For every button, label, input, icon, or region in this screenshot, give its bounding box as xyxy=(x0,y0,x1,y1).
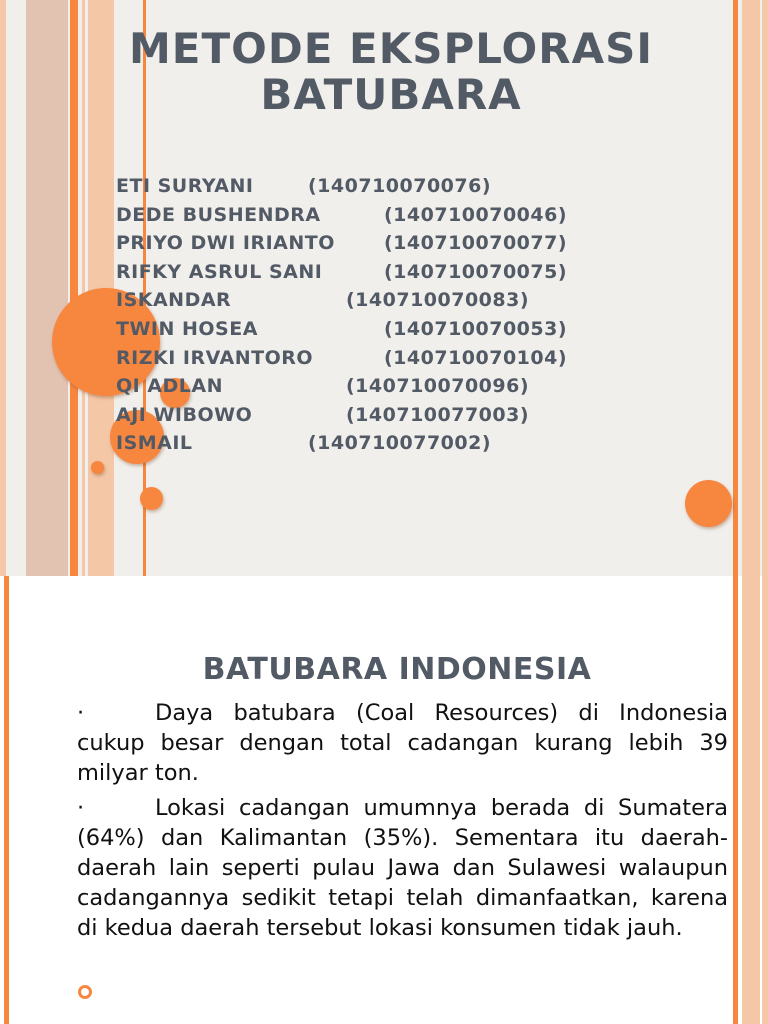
decor-stripe xyxy=(70,0,78,576)
member-row xyxy=(116,286,636,315)
member-row xyxy=(116,344,636,373)
decor-circle xyxy=(685,480,732,527)
bullet-paragraph xyxy=(77,698,728,788)
member-nim: (140710070104) xyxy=(384,346,568,369)
bullet-paragraph xyxy=(77,793,728,943)
member-list xyxy=(116,172,636,458)
bullet-icon: · xyxy=(77,700,85,726)
member-row xyxy=(116,315,636,344)
paragraph-text: Daya batubara (Coal Resources) di Indonesia cukup besar dengan total cadangan kurang lebih 39 milyar ton. xyxy=(77,700,728,786)
member-row xyxy=(116,172,636,201)
member-nim: (140710070053) xyxy=(384,317,568,340)
decor-stripe xyxy=(26,0,68,576)
member-row xyxy=(116,401,636,430)
member-nim: (140710070077) xyxy=(384,232,568,255)
decor-stripe xyxy=(762,576,768,1024)
member-nim: (140710070083) xyxy=(346,289,530,312)
member-name: ETI SURYANI xyxy=(116,175,254,197)
member-name: DEDE BUSHENDRA xyxy=(116,203,321,226)
content-slide xyxy=(0,576,768,1024)
decor-stripe xyxy=(82,0,85,576)
member-nim: (140710070075) xyxy=(384,260,568,283)
member-nim: (140710077002) xyxy=(308,432,492,455)
decor-stripe xyxy=(733,0,738,576)
member-name: PRIYO DWI IRIANTO xyxy=(116,232,335,255)
decor-stripe xyxy=(742,576,760,1024)
member-nim: (140710070076) xyxy=(308,175,492,197)
title-line: METODE EKSPLORASI xyxy=(129,24,653,73)
member-row xyxy=(116,258,636,287)
member-name: ISMAIL xyxy=(116,432,193,455)
decor-circle xyxy=(140,487,163,510)
member-name: RIZKI IRVANTORO xyxy=(116,346,313,369)
ring-bullet-icon xyxy=(78,985,92,999)
bullet-icon: · xyxy=(77,795,85,821)
member-nim: (140710077003) xyxy=(346,403,530,426)
decor-stripe xyxy=(742,0,760,576)
slide-title: BATUBARA INDONESIA xyxy=(202,652,592,687)
slide-title xyxy=(116,26,666,118)
decor-stripe xyxy=(0,0,6,576)
paragraph-text: Lokasi cadangan umumnya berada di Sumatera (64%) dan Kalimantan (35%). Sementara itu daerah-daerah lain seperti pulau Jawa dan Sulawesi walaupun cadangannya sedikit tetapi telah dimanfaatkan, karena di kedua daerah tersebut lokasi konsumen tidak jauh. xyxy=(77,795,728,941)
member-name: ISKANDAR xyxy=(116,289,232,312)
member-name: AJI WIBOWO xyxy=(116,403,253,426)
decor-stripe xyxy=(762,0,768,576)
member-row xyxy=(116,201,636,230)
member-nim: (140710070046) xyxy=(384,203,568,226)
member-row xyxy=(116,429,636,458)
member-name: RIFKY ASRUL SANI xyxy=(116,260,323,283)
member-row xyxy=(116,229,636,258)
decor-circle xyxy=(91,461,104,474)
decor-stripe xyxy=(733,576,738,1024)
member-name: TWIN HOSEA xyxy=(116,317,258,340)
title-line: BATUBARA xyxy=(260,70,522,119)
member-name: QI ADLAN xyxy=(116,375,224,398)
member-nim: (140710070096) xyxy=(346,375,530,398)
member-row xyxy=(116,372,636,401)
decor-stripe xyxy=(4,576,9,1024)
